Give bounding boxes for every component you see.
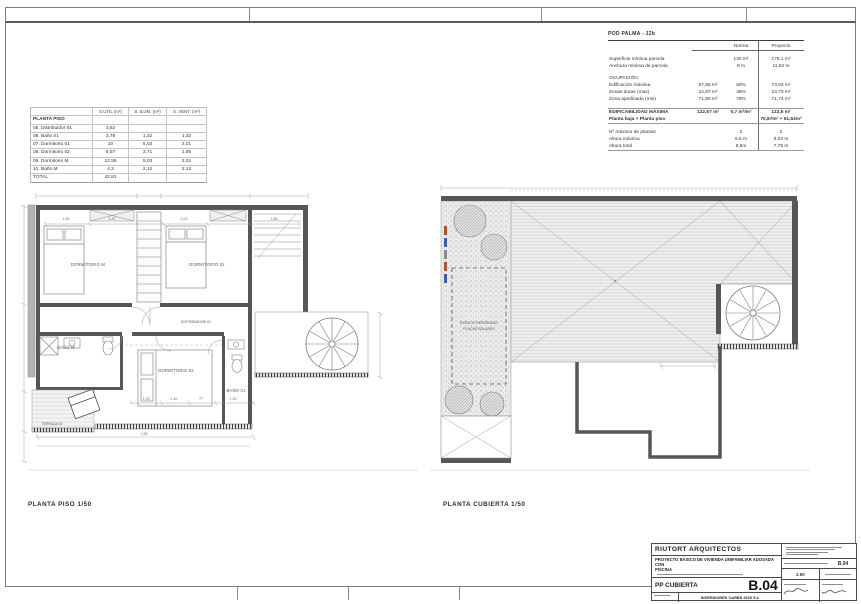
- strip-divider: [541, 8, 542, 21]
- svg-text:1,85: 1,85: [270, 217, 278, 221]
- svg-text:1,55: 1,55: [62, 217, 70, 221]
- plan-cubierta-caption: PLANTA CUBIERTA 1/50: [443, 501, 526, 508]
- signature-cell: [782, 580, 820, 602]
- lower-terrace: [441, 416, 511, 458]
- section-marker-icon: [444, 226, 447, 283]
- signature-cell: [820, 580, 857, 602]
- table-header-row: [608, 43, 804, 51]
- table-row: Anchura mínima de parcela 8 m 11,92 m: [609, 64, 790, 69]
- project-title-line1: PROYECTO BÁSICO DE VIVIENDA UNIFAMILIAR ADOSADA CON: [655, 557, 774, 567]
- bed-icon: [44, 226, 84, 294]
- floor-plan-piso: [18, 180, 418, 505]
- strip-divider: [348, 587, 349, 600]
- solar-label: ESPACIO RESERVADO: [460, 321, 498, 325]
- client-label-placeholder: [652, 593, 679, 602]
- table-total-row: TOTAL 42,81: [31, 174, 207, 182]
- svg-text:1,02: 1,02: [142, 397, 150, 401]
- table-row: EDIFICABILIDAD MÁXIMA 122,57 m² 0,7 m²/m² 122,5 m²: [608, 108, 804, 116]
- svg-text:7,65: 7,65: [140, 432, 148, 436]
- strip-divider: [746, 8, 747, 21]
- railing: [95, 424, 252, 429]
- table-row: Superficie mínima parcela 130 m² 175,1 m²: [609, 57, 791, 62]
- scale-date-row: [782, 569, 856, 580]
- room-label: BAÑO M: [57, 345, 75, 350]
- sheet-code: B.04: [748, 577, 778, 593]
- signature-icon: [782, 586, 810, 596]
- title-block-side: [782, 544, 856, 600]
- title-block: [651, 543, 857, 601]
- room-areas-table: [30, 107, 207, 183]
- location-text-placeholder: [657, 574, 743, 575]
- sheet-row: [652, 578, 781, 593]
- bed-icon: [166, 226, 206, 288]
- table-row: Altura máxima 6,5 m 6,03 m: [609, 137, 789, 142]
- table-row: 07. Dormitorio 01 10 5,03 2,01: [31, 141, 207, 149]
- title-block-main: [652, 544, 782, 600]
- spiral-stair-icon: [718, 286, 798, 349]
- strip-divider: [237, 587, 238, 600]
- architect-contact: [782, 544, 856, 559]
- col-header: Norma: [724, 43, 758, 51]
- date-placeholder: [820, 569, 857, 579]
- table-row: Planta baja + Planta piso 70,87m² + 51,63m²: [608, 116, 804, 124]
- strip-divider: [459, 587, 460, 600]
- signature-icon: [820, 586, 848, 596]
- svg-text:1,37: 1,37: [108, 217, 116, 221]
- plan-piso-caption: PLANTA PISO 1/50: [28, 501, 92, 508]
- normativa-title: POD PALMA - J2b: [608, 31, 804, 41]
- room-label: DISTRIBUIDOR 01: [181, 320, 211, 324]
- table-row: Zonas duras (max) 22,97 m² 35% 23,73 m²: [609, 90, 791, 95]
- room-label: DORMITORIO M: [70, 262, 106, 267]
- room-label: DORMITORIO 01: [189, 262, 225, 267]
- table-section-row: OCUPACIÓN: [609, 76, 638, 81]
- normativa-table: [608, 31, 804, 151]
- table-row: Nº máximo de plantas 2 2: [609, 130, 783, 135]
- bottom-strip: [5, 586, 653, 600]
- stair-icon: [137, 212, 161, 302]
- scale-value: 1:50: [782, 569, 820, 579]
- table-row: Edificación máxima 87,55 m² 50% 73,63 m²: [609, 83, 791, 88]
- sheet-code-small: B.04: [837, 560, 849, 567]
- client-row: [652, 593, 781, 602]
- project-title-line2: PISCINA: [655, 567, 672, 572]
- strip-divider: [249, 8, 250, 21]
- stepped-wall: [577, 346, 720, 457]
- sheet-name: PP CUBIERTA: [655, 581, 698, 589]
- svg-text:1,40: 1,40: [170, 397, 178, 401]
- svg-text:77: 77: [199, 397, 203, 401]
- col-header: S. VENT. (m²): [167, 108, 207, 116]
- top-title-strip: [5, 7, 856, 23]
- table-row: 05. Distribuidor 01 3,62: [31, 125, 207, 133]
- table-title: PLANTA PISO: [31, 116, 93, 124]
- project-title: [652, 556, 781, 578]
- table-row: Altura total 8,5m 7,75 m: [608, 143, 804, 151]
- room-label: TERRAZA 02: [41, 422, 63, 426]
- table-row: Zona ajardinada (min) 71,90 m² 75% 71,74 m²: [609, 97, 791, 102]
- col-header: S. ILUM. (m²): [129, 108, 167, 116]
- spiral-stair-icon: [255, 312, 368, 377]
- solar-label: PLACAS SOLARES: [463, 327, 495, 331]
- svg-text:1,02: 1,02: [180, 217, 188, 221]
- signature-row: [782, 580, 856, 602]
- col-header: S.UTIL (m²): [93, 108, 129, 116]
- party-wall: [28, 205, 35, 377]
- door-arcs: [109, 307, 222, 354]
- roof-plan-cubierta: [428, 183, 818, 483]
- table-row: 08. Dormitorio 02 6,57 3,71 1,85: [31, 149, 207, 157]
- sheet-number-cell: [782, 559, 856, 569]
- table-title-row: [31, 116, 207, 124]
- col-header: Proyecto: [758, 43, 804, 51]
- table-row: 10. Baño M 4,3 2,12 2,12: [31, 166, 207, 174]
- railing: [32, 428, 94, 432]
- svg-text:1,30: 1,30: [229, 397, 237, 401]
- table-row: 09. Dormitorio M 12,55 5,03 2,01: [31, 158, 207, 166]
- room-label: BAÑO 01: [226, 388, 246, 393]
- table-header-row: [31, 108, 207, 116]
- table-row: 06. Baño 01 3,79 1,32 1,32: [31, 133, 207, 141]
- firm-name: RIUTORT ARQUITECTOS: [652, 544, 781, 556]
- stair-treads: [254, 214, 301, 258]
- client-name: INVERSIONES CARBS 2016 S.L: [700, 595, 760, 600]
- room-label: DORMITORIO 02: [158, 368, 194, 373]
